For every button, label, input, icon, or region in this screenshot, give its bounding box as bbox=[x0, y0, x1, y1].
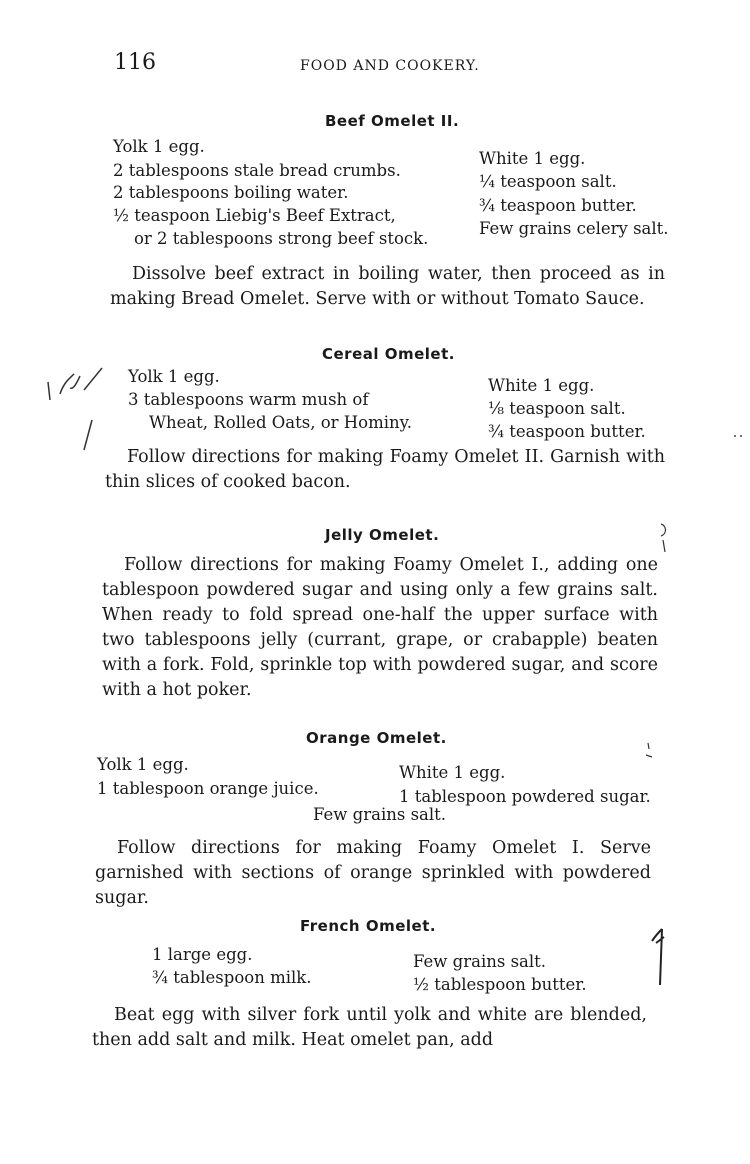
pencil-mark-icon bbox=[640, 735, 660, 765]
ingredient-left: Yolk 1 egg. bbox=[97, 755, 189, 774]
ingredient-left: Yolk 1 egg. bbox=[128, 367, 220, 386]
recipe-directions: Dissolve beef extract in boiling water, then proceed as in making Bread Omelet. Serve with or without Tomato Sauce. bbox=[110, 264, 665, 309]
ingredient-left: 2 tablespoons boiling water. bbox=[113, 183, 349, 202]
recipe-title-french-omelet: French Omelet. bbox=[300, 917, 437, 935]
pencil-mark-icon bbox=[655, 520, 675, 556]
ingredient-left: Wheat, Rolled Oats, or Hominy. bbox=[128, 413, 413, 432]
ingredient-center: Few grains salt. bbox=[313, 805, 447, 824]
ingredient-right: White 1 egg. bbox=[479, 149, 586, 168]
ingredient-right: ½ tablespoon butter. bbox=[413, 975, 587, 994]
page-header bbox=[110, 48, 670, 78]
pencil-mark-icon bbox=[648, 925, 678, 995]
ingredient-right: ¼ teaspoon salt. bbox=[479, 172, 617, 191]
page-number: 116 bbox=[114, 50, 156, 75]
ingredient-left: 1 tablespoon orange juice. bbox=[97, 779, 319, 798]
pencil-mark-icon bbox=[40, 360, 110, 460]
recipe-title-cereal-omelet: Cereal Omelet. bbox=[322, 345, 455, 363]
ingredient-left: 3 tablespoons warm mush of bbox=[128, 390, 369, 409]
ingredient-right: White 1 egg. bbox=[399, 763, 506, 782]
recipe-directions: Beat egg with silver fork until yolk and white are blended, then add salt and milk. Heat omelet pan, add bbox=[92, 1005, 647, 1050]
ingredient-right: White 1 egg. bbox=[488, 376, 595, 395]
ingredient-left: ¾ tablespoon milk. bbox=[152, 968, 312, 987]
recipe-title-jelly-omelet: Jelly Omelet. bbox=[325, 526, 440, 544]
ingredient-right: ⅛ teaspoon salt. bbox=[488, 399, 626, 418]
ingredient-right: Few grains celery salt. bbox=[479, 219, 669, 238]
ingredient-left: or 2 tablespoons strong beef stock. bbox=[113, 229, 429, 248]
ingredient-left: 1 large egg. bbox=[152, 945, 253, 964]
recipe-title-orange-omelet: Orange Omelet. bbox=[306, 729, 447, 747]
recipe-title-beef-omelet: Beef Omelet II. bbox=[325, 112, 460, 130]
recipe-directions: Follow directions for making Foamy Omelet I., adding one tablespoon powdered sugar and using only a few grains salt. When ready to fold spread one-half the upper surface with two tablespoons jelly (currant, grape, or crabapple) beaten with a fork. Fold, sprinkle top with powdered sugar, and score with a hot poker. bbox=[102, 555, 658, 700]
running-title: FOOD AND COOKERY. bbox=[300, 58, 480, 74]
ingredient-left: Yolk 1 egg. bbox=[113, 137, 205, 156]
ingredient-right: Few grains salt. bbox=[413, 952, 547, 971]
ingredient-left: ½ teaspoon Liebig's Beef Extract, bbox=[113, 206, 396, 225]
ingredient-right: ¾ teaspoon butter. bbox=[488, 422, 646, 441]
pencil-mark-icon bbox=[732, 430, 746, 440]
ingredient-right: 1 tablespoon powdered sugar. bbox=[399, 787, 651, 806]
recipe-directions: Follow directions for making Foamy Omelet II. Garnish with thin slices of cooked bacon. bbox=[105, 447, 665, 492]
ingredient-right: ¾ teaspoon butter. bbox=[479, 196, 637, 215]
recipe-directions: Follow directions for making Foamy Omelet I. Serve garnished with sections of orange sprinkled with powdered sugar. bbox=[95, 838, 651, 908]
ingredient-left: 2 tablespoons stale bread crumbs. bbox=[113, 161, 401, 180]
